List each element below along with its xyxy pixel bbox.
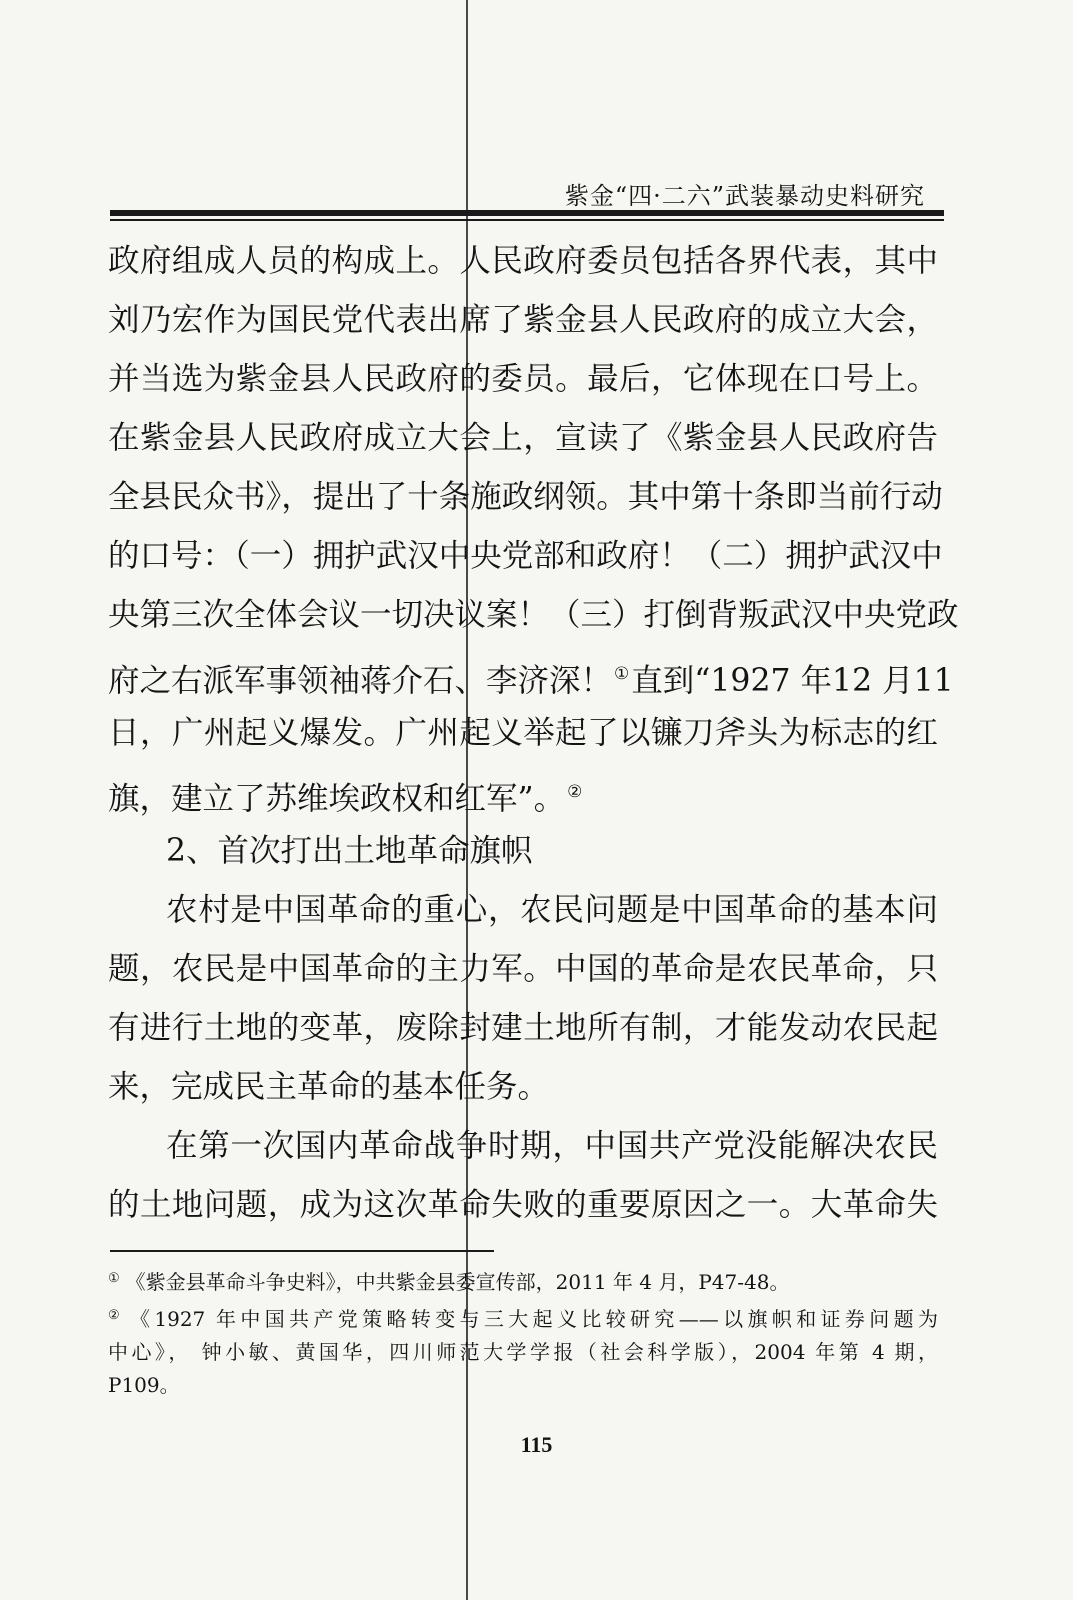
body-line — [108, 1176, 938, 1235]
body-line — [108, 999, 938, 1058]
body-line-text: 央第三次全体会议一切决议案！（三）打倒背叛武汉中央党政 — [108, 597, 959, 633]
body-line — [108, 527, 943, 586]
footnote-text: 中心》， 钟小敏、黄国华，四川师范大学学报（社会科学版），2004 年第 4 期， — [108, 1340, 938, 1364]
body-line-text: 在紫金县人民政府成立大会上，宣读了《紫金县人民政府告 — [108, 420, 938, 456]
body-line — [108, 1117, 938, 1176]
body-line-text-continued: 直到“1927 年12 月11 — [631, 663, 954, 699]
footnotes — [108, 1262, 938, 1402]
body-line-text: 府之右派军事领袖蒋介石、李济深！ — [108, 663, 613, 699]
body-line-text: 的口号：（一）拥护武汉中央党部和政府！（二）拥护武汉中 — [108, 538, 943, 574]
page-number: 115 — [520, 1432, 553, 1457]
footnote-marker: ① — [614, 664, 630, 684]
body-line — [108, 409, 938, 468]
body-line-text: 农村是中国革命的重心，农民问题是中国革命的基本问 — [166, 892, 938, 928]
body-line-text: 全县民众书》，提出了十条施政纲领。其中第十条即当前行动 — [108, 479, 943, 515]
footnote-text: P109。 — [108, 1373, 180, 1397]
body-line-text: 并当选为紫金县人民政府的委员。最后，它体现在口号上。 — [108, 361, 938, 397]
body-line — [108, 645, 954, 704]
body-line — [108, 940, 938, 999]
footnote-rule — [110, 1250, 494, 1252]
body-line — [108, 232, 938, 291]
body-line-text: 来，完成民主革命的基本任务。 — [108, 1069, 550, 1105]
footnote-marker: ② — [567, 782, 583, 802]
footnote-line — [108, 1262, 938, 1299]
footnote-line — [108, 1369, 938, 1402]
body-line — [108, 704, 938, 763]
body-line-text: 日，广州起义爆发。广州起义举起了以镰刀斧头为标志的红 — [108, 715, 938, 751]
body-line — [108, 822, 938, 881]
body-line — [108, 586, 959, 645]
header-rule-thick — [110, 210, 944, 216]
running-header: 紫金“四·二六”武装暴动史料研究 — [564, 182, 925, 210]
body-line — [108, 763, 938, 822]
body-line — [108, 881, 938, 940]
footnote-line — [108, 1299, 938, 1336]
body-line-text: 有进行土地的变革，废除封建土地所有制，才能发动农民起 — [108, 1010, 938, 1046]
footnote-number: ② — [108, 1308, 125, 1323]
body-line-text: 的土地问题，成为这次革命失败的重要原因之一。大革命失 — [108, 1187, 938, 1223]
footnote-line — [108, 1336, 938, 1369]
body-line — [108, 350, 938, 409]
body-text — [108, 232, 959, 1235]
body-line-text: 刘乃宏作为国民党代表出席了紫金县人民政府的成立大会， — [108, 302, 938, 338]
body-line — [108, 291, 938, 350]
footnote-text: 《1927 年中国共产党策略转变与三大起义比较研究——以旗帜和证券问题为 — [130, 1307, 938, 1331]
body-line-text: 在第一次国内革命战争时期，中国共产党没能解决农民 — [166, 1128, 938, 1164]
body-line-text: 旗，建立了苏维埃政权和红军”。 — [108, 781, 566, 817]
body-line-text: 2、首次打出土地革命旗帜 — [166, 833, 533, 869]
header-rule-thin — [110, 219, 944, 221]
footnote-number: ① — [108, 1271, 120, 1286]
body-line — [108, 1058, 938, 1117]
body-line-text: 政府组成人员的构成上。人民政府委员包括各界代表，其中 — [108, 243, 938, 279]
footnote-text: 《紫金县革命斗争史料》，中共紫金县委宣传部，2011 年 4 月，P47-48。 — [125, 1270, 790, 1294]
body-line — [108, 468, 943, 527]
body-line-text: 题，农民是中国革命的主力军。中国的革命是农民革命，只 — [108, 951, 938, 987]
